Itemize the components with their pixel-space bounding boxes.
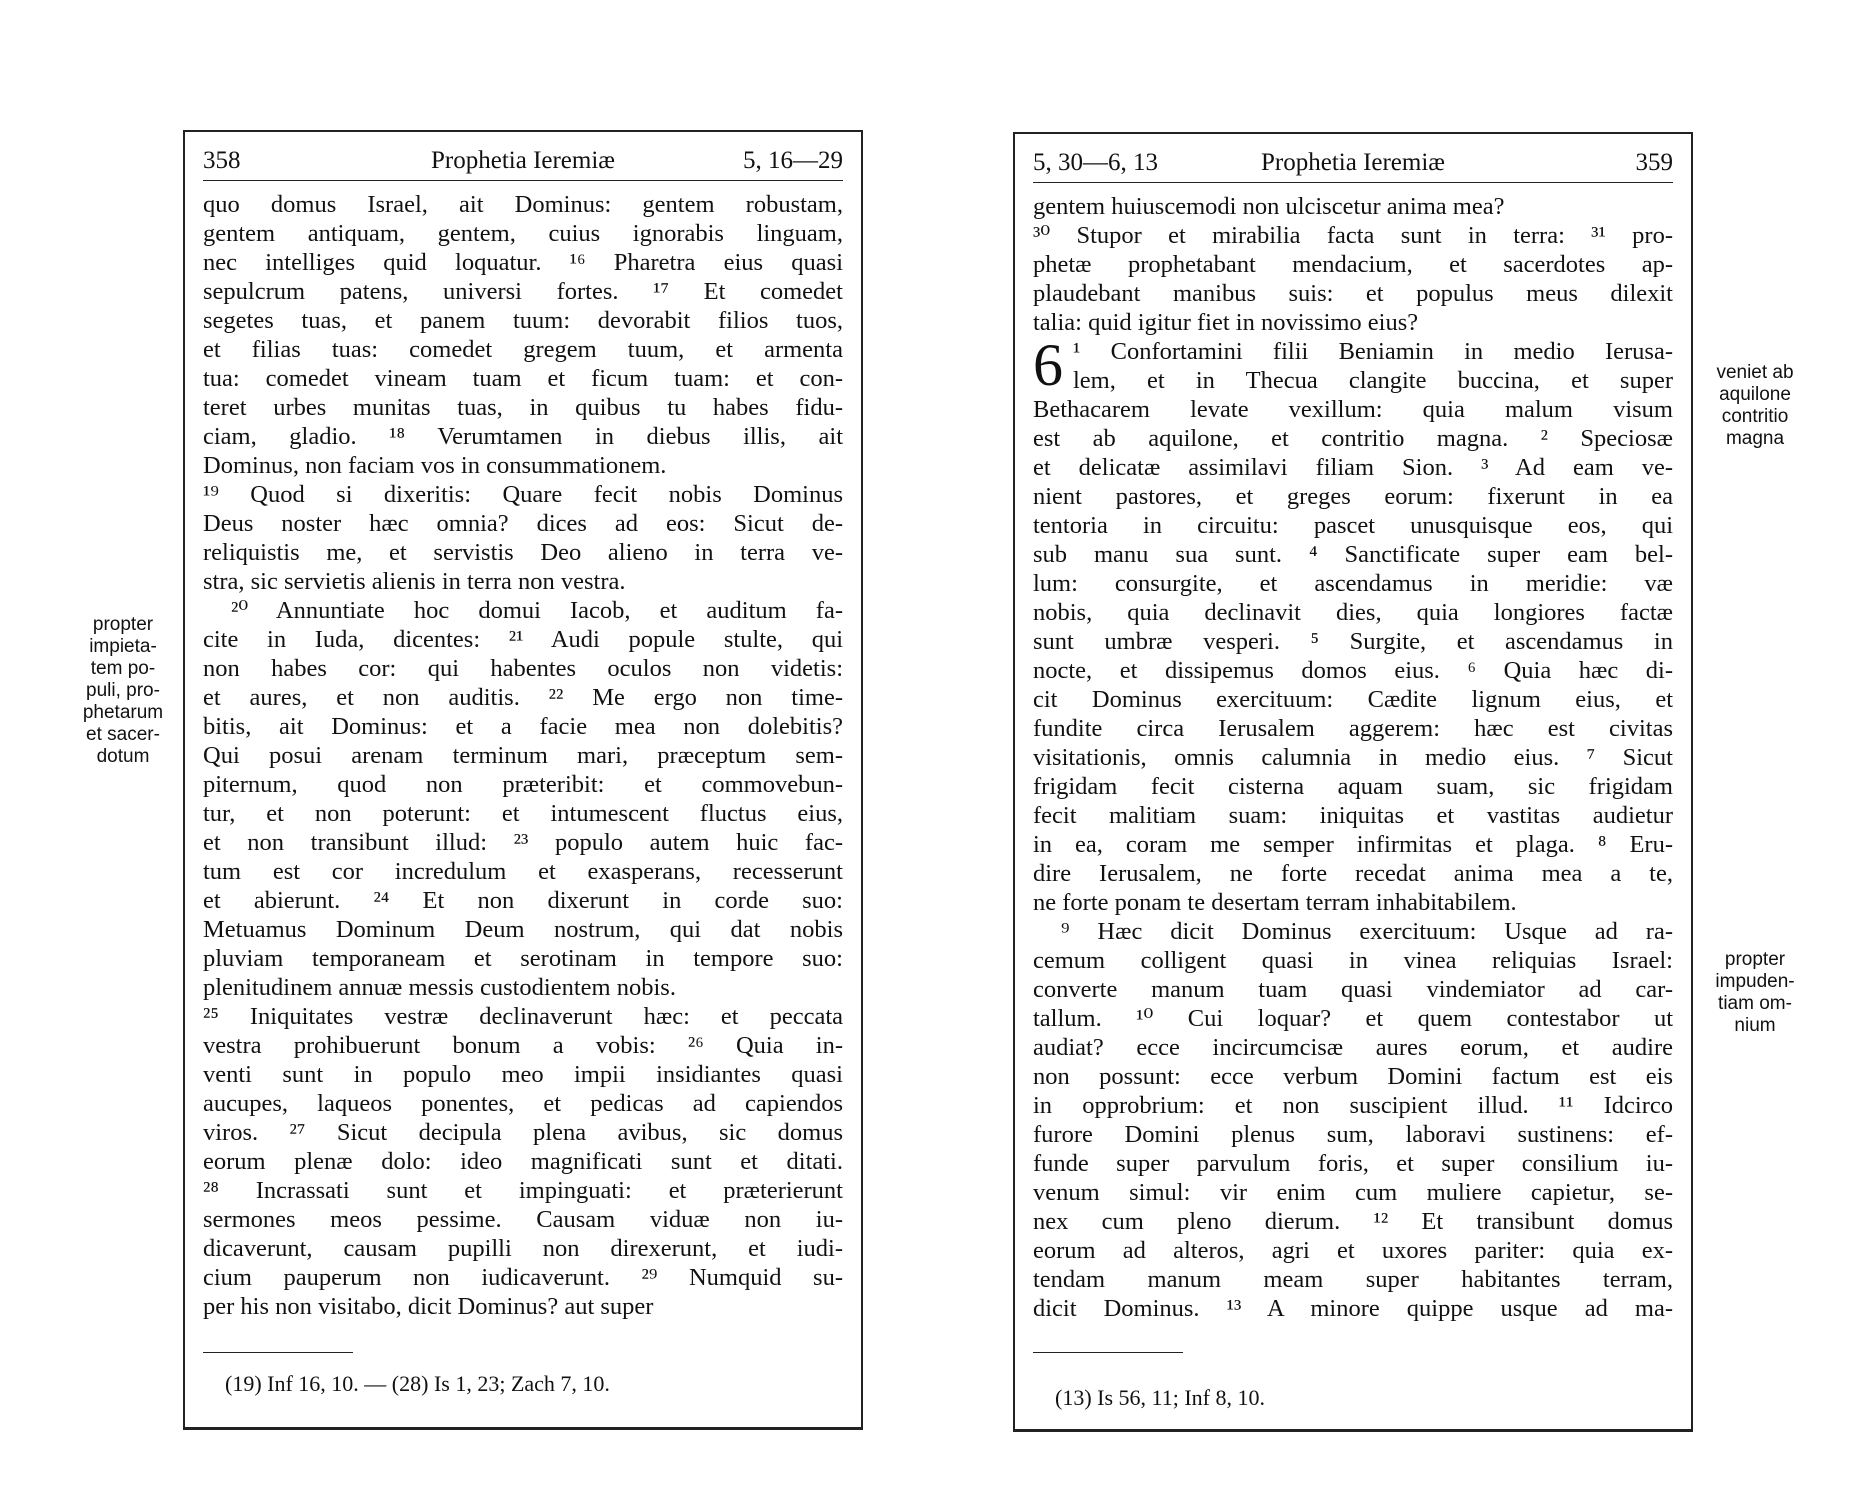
text-line: ciam, gladio. ¹⁸ Verumtamen in diebus illis, ait — [203, 423, 843, 450]
text-line: Metuamus Dominum Deum nostrum, qui dat nobis — [203, 916, 843, 943]
running-head-right — [1033, 144, 1673, 183]
chapter-opening — [1033, 332, 1673, 398]
text-line: ¹ Confortamini filii Beniamin in medio Ierusa- — [1073, 338, 1673, 365]
margin-note-line: impieta- — [89, 636, 157, 657]
text-line: furore Domini plenus sum, laboravi sustinens: ef- — [1033, 1121, 1673, 1148]
text-line: gentem huiuscemodi non ulciscetur anima mea? — [1033, 193, 1505, 220]
text-line: quo domus Israel, ait Dominus: gentem robustam, — [203, 191, 843, 218]
text-line: lem, et in Thecua clangite buccina, et super — [1073, 367, 1673, 394]
text-line: nocte, et dissipemus domos eius. ⁶ Quia hæc di- — [1033, 657, 1673, 684]
text-line: ³⁰ Stupor et mirabilia facta sunt in terra: ³¹ pro- — [1033, 222, 1673, 249]
text-line: visitationis, omnis calumnia in medio eius. ⁷ Sicut — [1033, 744, 1673, 771]
text-line: et abierunt. ²⁴ Et non dixerunt in corde suo: — [203, 887, 843, 914]
text-line: non possunt: ecce verbum Domini factum est eis — [1033, 1063, 1673, 1090]
text-line: venum simul: vir enim cum muliere capietur, se- — [1033, 1179, 1673, 1206]
text-line: plaudebant manibus suis: et populus meus dilexit — [1033, 280, 1673, 307]
text-line: dicaverunt, causam pupilli non direxerunt, et iudi- — [203, 1235, 843, 1262]
margin-note-line: impuden- — [1715, 971, 1795, 992]
margin-note-left — [70, 614, 176, 768]
text-line: funde super parvulum foris, et super consilium iu- — [1033, 1150, 1673, 1177]
footnote-divider — [1033, 1352, 1183, 1353]
footnote: (13) Is 56, 11; Inf 8, 10. — [1055, 1385, 1265, 1410]
right-page — [1013, 132, 1693, 1432]
margin-note-line: dotum — [96, 746, 150, 767]
page-title: Prophetia Ieremiæ — [431, 147, 615, 174]
text-line: ²⁵ Iniquitates vestræ declinaverunt hæc: et peccata — [203, 1003, 843, 1030]
margin-note-line: tiam om- — [1718, 993, 1792, 1014]
text-line: per his non visitabo, dicit Dominus? aut super — [203, 1293, 654, 1320]
margin-note-line: veniet ab — [1716, 362, 1794, 383]
text-line: stra, sic servietis alienis in terra non vestra. — [203, 568, 626, 595]
text-line: lum: consurgite, et ascendamus in meridie: væ — [1033, 570, 1673, 597]
text-line: eorum plenæ dolo: ideo magnificati sunt et ditati. — [203, 1148, 843, 1175]
text-line: fecit malitiam suam: iniquitas et vastitas audietur — [1033, 802, 1673, 829]
text-line: tendam manum meam super habitantes terram, — [1033, 1266, 1673, 1293]
text-line: sunt umbræ vesperi. ⁵ Surgite, et ascendamus in — [1033, 628, 1673, 655]
text-before-chapter — [1033, 192, 1673, 337]
text-line: teret urbes munitas tuas, in quibus tu habes fidu- — [203, 394, 843, 421]
text-line: cite in Iuda, dicentes: ²¹ Audi popule stulte, qui — [203, 626, 843, 653]
text-line: in opprobrium: et non suscipient illud. ¹¹ Idcirco — [1033, 1092, 1673, 1119]
text-line: ²⁰ Annuntiate hoc domui Iacob, et auditum fa- — [231, 597, 843, 624]
text-line: est ab aquilone, et contritio magna. ² Speciosæ — [1033, 425, 1673, 452]
margin-note-line: tem po- — [90, 658, 156, 679]
footnote-divider — [203, 1352, 353, 1353]
text-line: in ea, coram me semper infirmitas et plaga. ⁸ Eru- — [1033, 831, 1673, 858]
right-body-text — [1033, 192, 1673, 1323]
text-line: Dominus, non faciam vos in consummationem. — [203, 452, 667, 479]
running-head-left — [203, 142, 843, 181]
text-line: et aures, et non auditis. ²² Me ergo non time- — [203, 684, 843, 711]
text-line: piternum, quod non præteribit: et commovebun- — [203, 771, 843, 798]
verse-range: 5, 30—6, 13 — [1033, 149, 1158, 176]
text-line: et non transibunt illud: ²³ populo autem huic fac- — [203, 829, 843, 856]
margin-note-line: contritio — [1721, 406, 1789, 427]
text-line: sermones meos pessime. Causam viduæ non iu- — [203, 1206, 843, 1233]
left-body-text — [203, 190, 843, 1321]
text-line: nient pastores, et greges eorum: fixerunt in ea — [1033, 483, 1673, 510]
text-line: tua: comedet vineam tuam et ficum tuam: et con- — [203, 365, 843, 392]
text-line: ²⁸ Incrassati sunt et impinguati: et præterierunt — [203, 1177, 843, 1204]
text-line: segetes tuas, et panem tuum: devorabit filios tuos, — [203, 307, 843, 334]
chapter-opening-lines — [1033, 332, 1673, 398]
text-line: converte manum tuam quasi vindemiator ad car- — [1033, 976, 1673, 1003]
margin-note-line: magna — [1725, 428, 1785, 449]
chapter-number: 6 — [1033, 332, 1063, 398]
text-line: sub manu sua sunt. ⁴ Sanctificate super eam bel- — [1033, 541, 1673, 568]
text-line: gentem antiquam, gentem, cuius ignorabis linguam, — [203, 220, 843, 247]
page-title: Prophetia Ieremiæ — [1261, 149, 1445, 176]
text-line: phetæ prophetabant mendacium, et sacerdotes ap- — [1033, 251, 1673, 278]
text-line: venti sunt in populo meo impii insidiantes quasi — [203, 1061, 843, 1088]
text-line: nex cum pleno dierum. ¹² Et transibunt domus — [1033, 1208, 1673, 1235]
page-number: 359 — [1635, 149, 1673, 176]
text-line: et filias tuas: comedet gregem tuum, et armenta — [203, 336, 843, 363]
margin-note-line: puli, pro- — [86, 680, 160, 701]
text-line: ne forte ponam te desertam terram inhabitabilem. — [1033, 889, 1517, 916]
text-line: viros. ²⁷ Sicut decipula plena avibus, sic domus — [203, 1119, 843, 1146]
text-line: nec intelliges quid loquatur. ¹⁶ Pharetra eius quasi — [203, 249, 843, 276]
text-line: eorum ad alteros, agri et uxores pariter: quia ex- — [1033, 1237, 1673, 1264]
margin-note-right-top — [1700, 362, 1810, 450]
text-line: dicit Dominus. ¹³ A minore quippe usque ad ma- — [1033, 1295, 1673, 1322]
margin-note-right-bottom — [1700, 949, 1810, 1037]
footnote: (19) Inf 16, 10. — (28) Is 1, 23; Zach 7, 10. — [225, 1371, 610, 1396]
text-line: reliquistis me, et servistis Deo alieno in terra ve- — [203, 539, 843, 566]
text-line: cit Dominus exercituum: Cædite lignum eius, et — [1033, 686, 1673, 713]
text-line: pluviam temporaneam et serotinam in tempore suo: — [203, 945, 843, 972]
text-line: nobis, quia declinavit dies, quia longiores factæ — [1033, 599, 1673, 626]
text-line: Bethacarem levate vexillum: quia malum visum — [1033, 396, 1673, 423]
margin-note-line: aquilone — [1719, 384, 1791, 405]
text-line: tum est cor incredulum et exasperans, recesserunt — [203, 858, 843, 885]
text-line: non habes cor: qui habentes oculos non videtis: — [203, 655, 843, 682]
text-line: tur, et non poterunt: et intumescent fluctus eius, — [203, 800, 843, 827]
text-line: vestra prohibuerunt bonum a vobis: ²⁶ Quia in- — [203, 1032, 843, 1059]
text-line: ¹⁹ Quod si dixeritis: Quare fecit nobis Dominus — [203, 481, 843, 508]
text-line: cium pauperum non iudicaverunt. ²⁹ Numquid su- — [203, 1264, 843, 1291]
text-line: frigidam fecit cisterna aquam suam, sic frigidam — [1033, 773, 1673, 800]
text-line: sepulcrum patens, universi fortes. ¹⁷ Et comedet — [203, 278, 843, 305]
verse-range: 5, 16—29 — [743, 147, 843, 174]
text-line: Deus noster hæc omnia? dices ad eos: Sicut de- — [203, 510, 843, 537]
text-line: tallum. ¹⁰ Cui loquar? et quem contestabor ut — [1033, 1005, 1673, 1032]
text-after-chapter-opening — [1033, 395, 1673, 1323]
text-line: et delicatæ assimilavi filiam Sion. ³ Ad eam ve- — [1033, 454, 1673, 481]
text-line: dire Ierusalem, ne forte recedat anima mea a te, — [1033, 860, 1673, 887]
text-line: talia: quid igitur fiet in novissimo eius? — [1033, 309, 1419, 336]
page-number: 358 — [203, 147, 241, 174]
text-line: cemum colligent quasi in vinea reliquias Israel: — [1033, 947, 1673, 974]
text-line: plenitudinem annuæ messis custodientem nobis. — [203, 974, 676, 1001]
text-line: audiat? ecce incircumcisæ aures eorum, et audire — [1033, 1034, 1673, 1061]
margin-note-line: phetarum — [82, 702, 164, 723]
text-line: bitis, ait Dominus: et a facie mea non dolebitis? — [203, 713, 843, 740]
text-line: fundite circa Ierusalem aggerem: hæc est civitas — [1033, 715, 1673, 742]
text-line: aucupes, laqueos ponentes, et pedicas ad capiendos — [203, 1090, 843, 1117]
margin-note-line: nium — [1734, 1015, 1776, 1036]
margin-note-line: propter — [1724, 949, 1786, 970]
margin-note-line: propter — [92, 614, 154, 635]
margin-note-line: et sacer- — [86, 724, 160, 745]
text-line: Qui posui arenam terminum mari, præceptum sem- — [203, 742, 843, 769]
left-page — [183, 130, 863, 1430]
text-line: ⁹ Hæc dicit Dominus exercituum: Usque ad ra- — [1061, 918, 1673, 945]
text-line: tentoria in circuitu: pascet unusquisque eos, qui — [1033, 512, 1673, 539]
